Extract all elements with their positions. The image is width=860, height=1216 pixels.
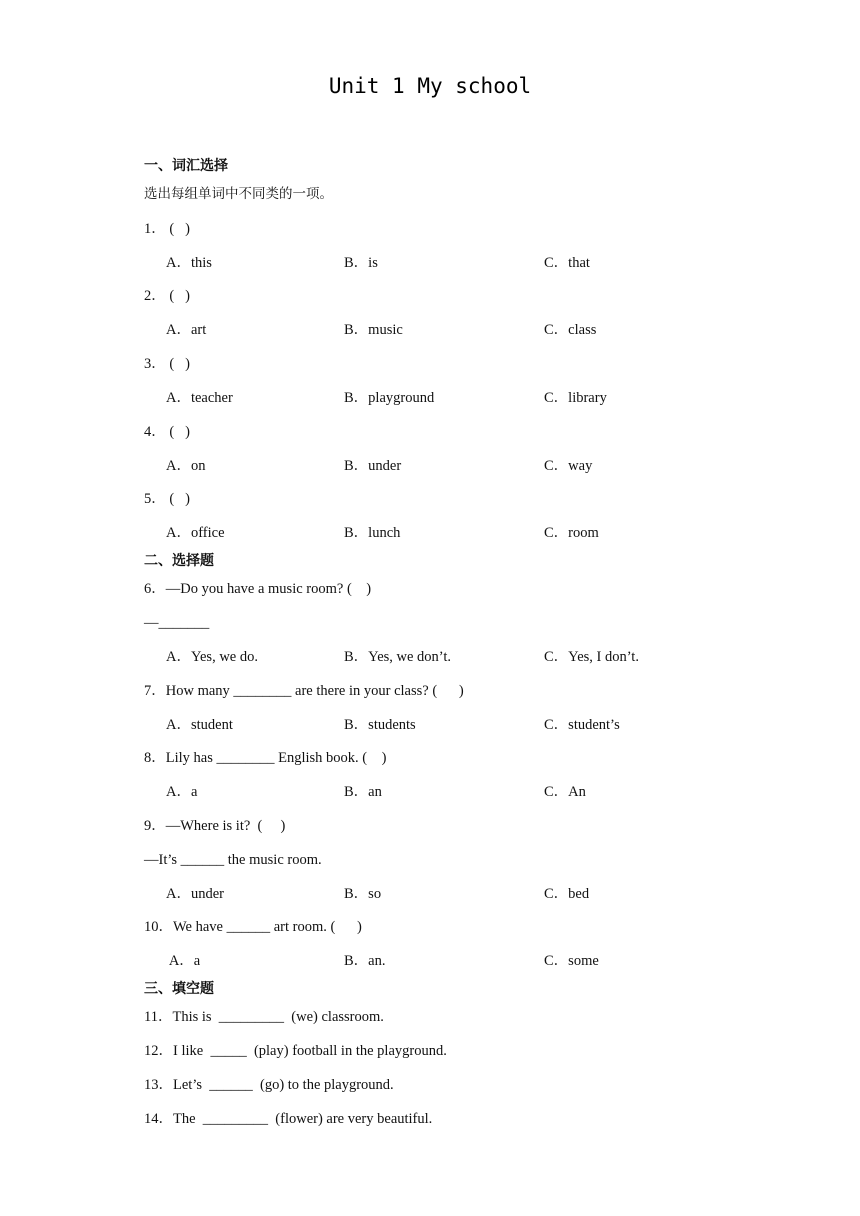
question-8: 8．Lily has ________ English book. ( ) [144,750,387,766]
question-12: 12．I like _____ (play) football in the playground. [144,1043,447,1059]
section-heading-vocab: 一、词汇选择 [144,158,228,174]
option-5c: C．room [544,525,599,541]
question-13: 13．Let’s ______ (go) to the playground. [144,1077,394,1093]
option-9b: B．so [344,886,382,902]
option-8a: A．a [166,784,198,800]
page-title: Unit 1 My school [328,74,532,98]
option-10c: C．some [544,953,599,969]
option-5a: A．office [166,525,225,541]
option-9a: A．under [166,886,224,902]
option-4a: A．on [166,458,206,474]
option-7c: C．student’s [544,717,620,733]
option-1b: B．is [344,255,378,271]
option-2a: A．art [166,322,207,338]
section-heading-fill: 三、填空题 [144,981,214,997]
section-instruction: 选出每组单词中不同类的一项。 [144,186,333,202]
option-3c: C．library [544,390,607,406]
option-6a: A．Yes, we do. [166,649,258,665]
option-4b: B．under [344,458,402,474]
option-6b: B．Yes, we don’t. [344,649,452,665]
question-9: 9．—Where is it? ( ) [144,818,286,834]
option-2b: B．music [344,322,403,338]
option-8b: B．an [344,784,382,800]
question-9-response: —It’s ______ the music room. [144,852,322,868]
option-10b: B．an. [344,953,386,969]
question-4: 4． ( ) [144,424,190,440]
option-1a: A．this [166,255,212,271]
option-9c: C．bed [544,886,590,902]
question-6: 6．—Do you have a music room? ( ) [144,581,372,597]
question-1: 1． ( ) [144,221,190,237]
option-10a: A．a [166,953,201,969]
question-11: 11．This is _________ (we) classroom. [144,1009,384,1025]
option-7a: A．student [166,717,233,733]
question-6-response: —_______ [144,615,210,631]
question-7: 7．How many ________ are there in your class? ( ) [144,683,464,699]
question-10: 10．We have ______ art room. ( ) [144,919,362,935]
option-7b: B．students [344,717,416,733]
question-2: 2． ( ) [144,288,190,304]
option-8c: C．An [544,784,586,800]
question-14: 14．The _________ (flower) are very beautiful. [144,1111,433,1127]
option-4c: C．way [544,458,593,474]
option-3a: A．teacher [166,390,233,406]
option-5b: B．lunch [344,525,401,541]
option-3b: B．playground [344,390,435,406]
question-3: 3． ( ) [144,356,190,372]
option-2c: C．class [544,322,597,338]
option-6c: C．Yes, I don’t. [544,649,639,665]
section-heading-choice: 二、选择题 [144,553,214,569]
option-1c: C．that [544,255,590,271]
question-5: 5． ( ) [144,491,190,507]
